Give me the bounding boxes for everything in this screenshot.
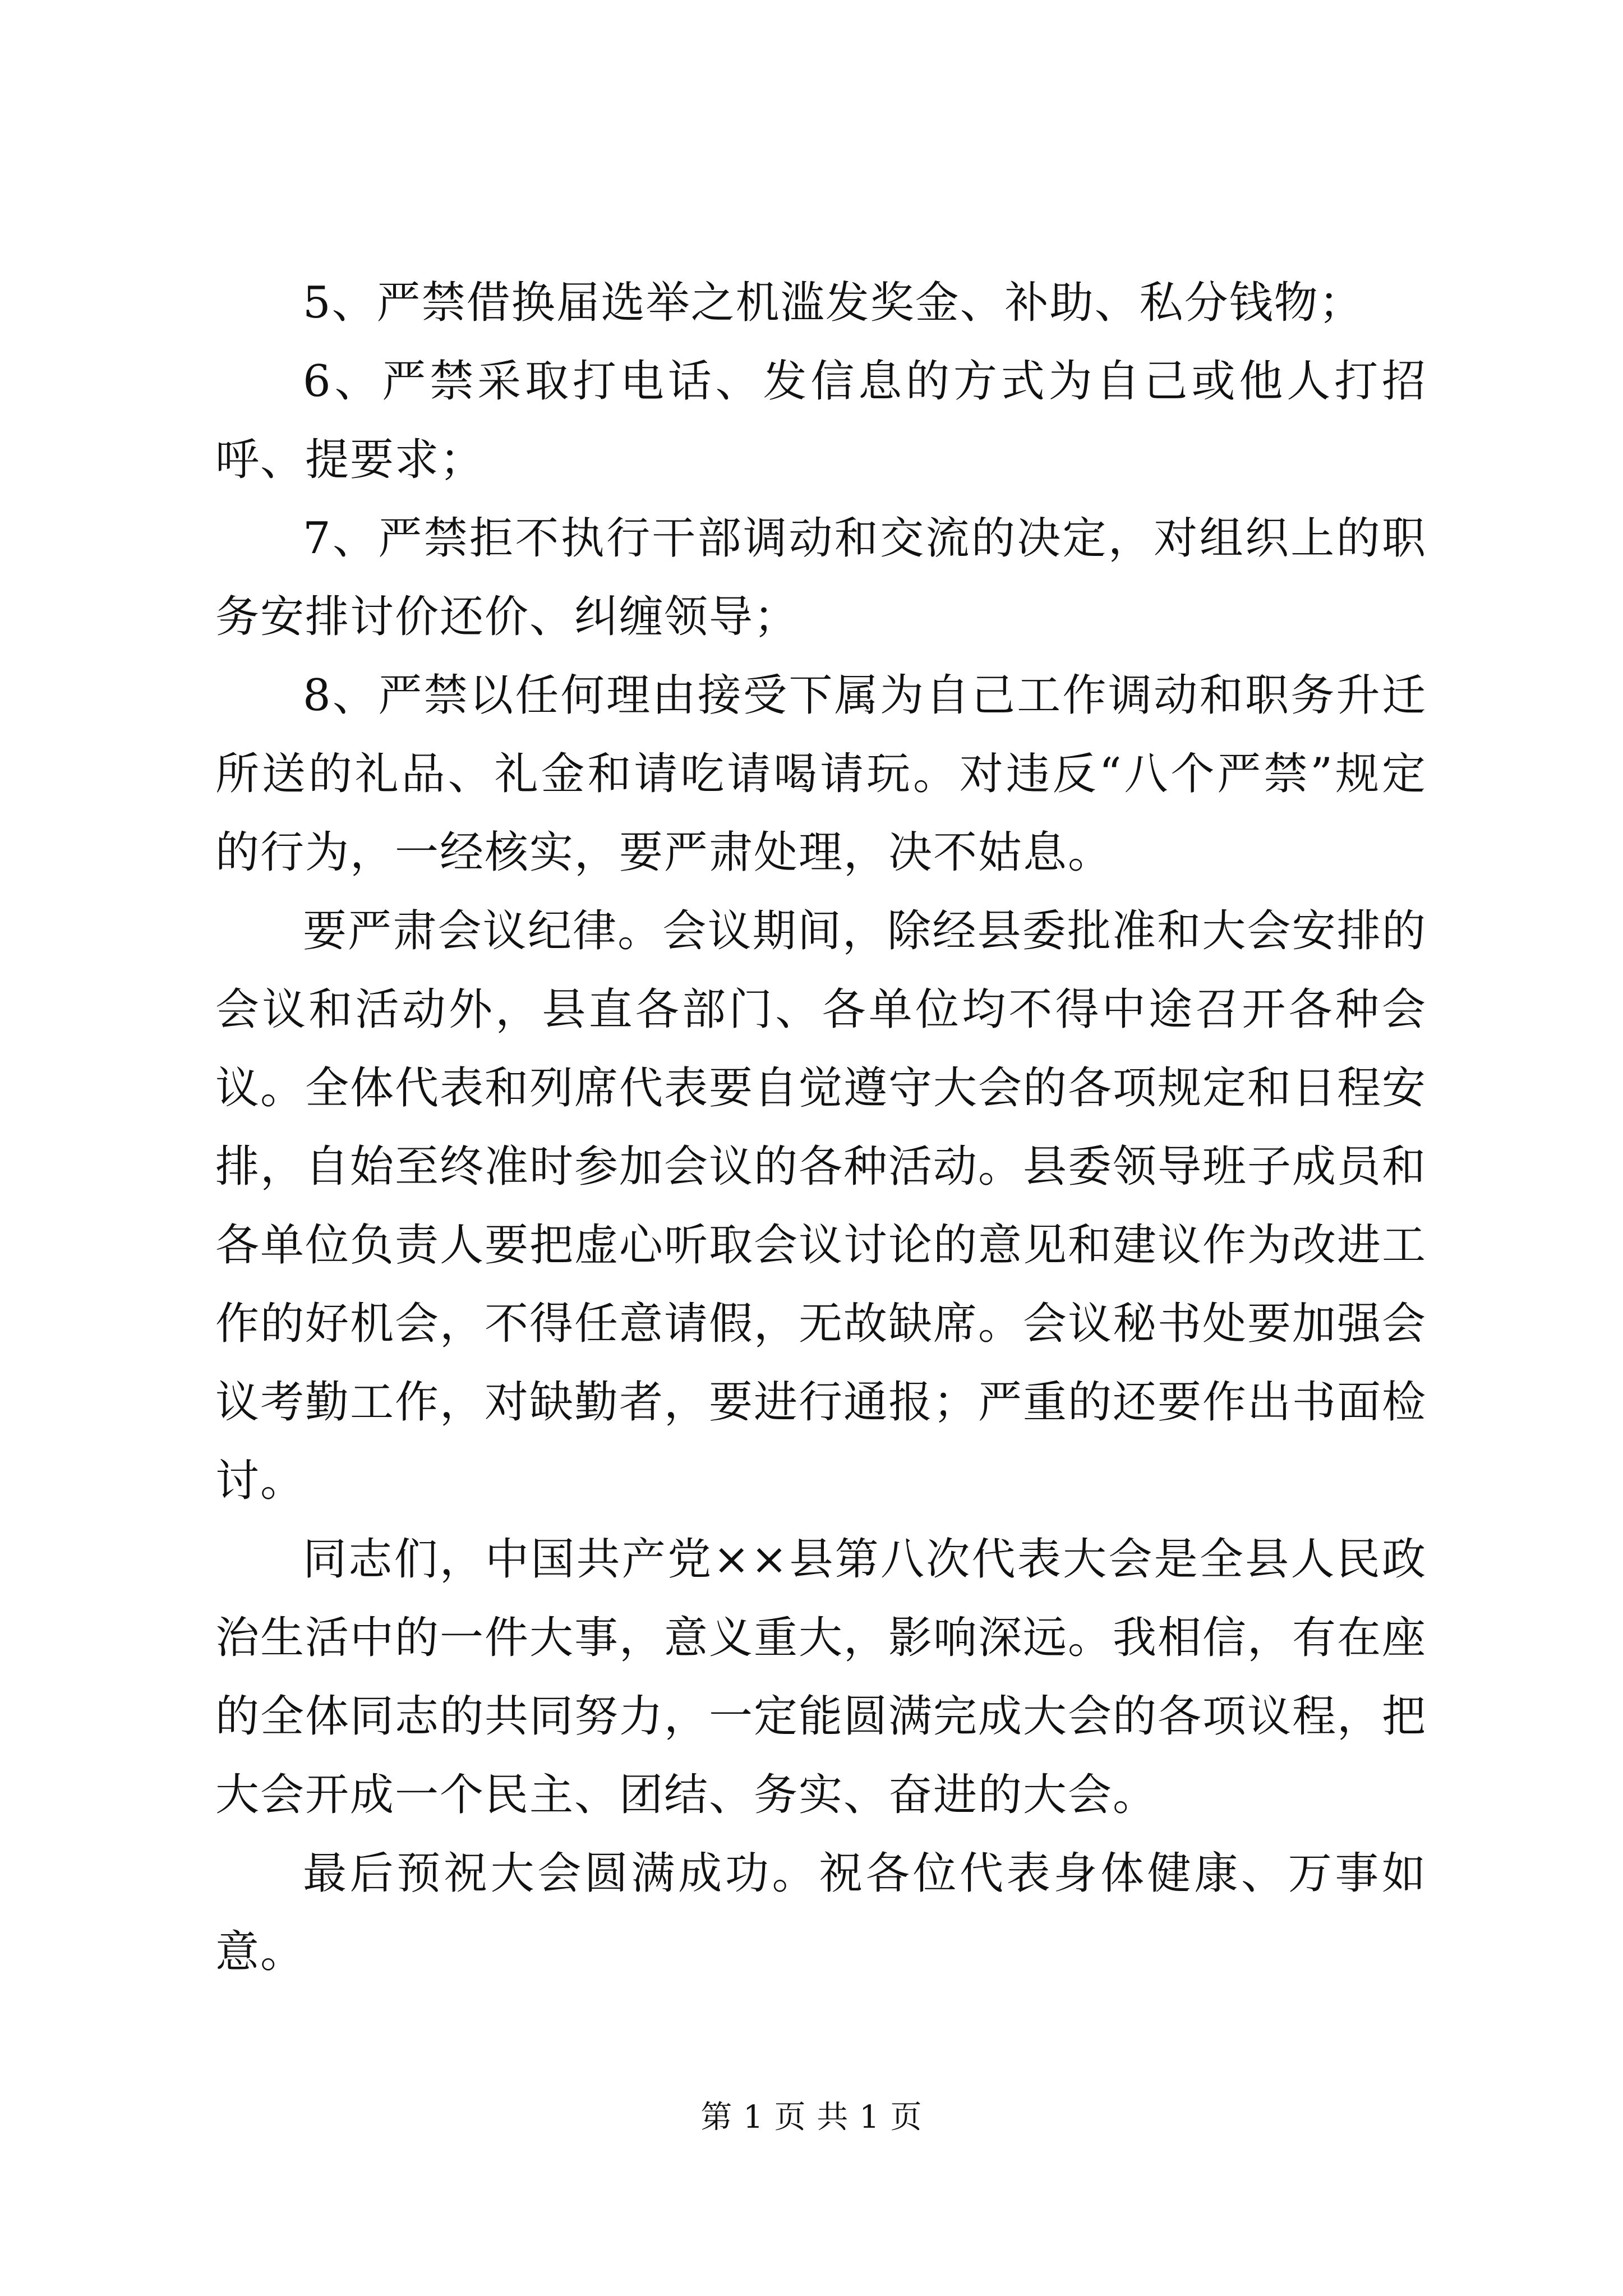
paragraph-meeting-discipline: 要严肃会议纪律。会议期间，除经县委批准和大会安排的会议和活动外，县直各部门、各单位均不得中途召开各种会议。全体代表和列席代表要自觉遵守大会的各项规定和日程安排，自始至终准时参加会议的各种活动。县委领导班子成员和各单位负责人要把虚心听取会议讨论的意见和建议作为改进工作的好机会，不得任意请假，无故缺席。会议秘书处要加强会议考勤工作，对缺勤者，要进行通报；严重的还要作出书面检讨。 [215, 906, 1427, 1506]
page-footer: 第 1 页 共 1 页 [700, 2099, 923, 2136]
document-body [215, 264, 1427, 1991]
paragraph-rule-5: 5、严禁借换届选举之机滥发奖金、补助、私分钱物； [303, 278, 1364, 328]
paragraph-closing-wishes: 最后预祝大会圆满成功。祝各位代表身体健康、万事如意。 [215, 1848, 1427, 1977]
paragraph-rule-7: 7、严禁拒不执行干部调动和交流的决定，对组织上的职务安排讨价还价、纠缠领导； [215, 513, 1427, 642]
paragraph-rule-8: 8、严禁以任何理由接受下属为自己工作调动和职务升迁所送的礼品、礼金和请吃请喝请玩。对违反“八个严禁”规定的行为，一经核实，要严肃处理，决不姑息。 [215, 670, 1427, 878]
paragraph-rule-6: 6、严禁采取打电话、发信息的方式为自己或他人打招呼、提要求； [215, 356, 1427, 485]
paragraph-congress-significance: 同志们，中国共产党××县第八次代表大会是全县人民政治生活中的一件大事，意义重大，影响深远。我相信，有在座的全体同志的共同努力，一定能圆满完成大会的各项议程，把大会开成一个民主、团结、务实、奋进的大会。 [215, 1534, 1427, 1820]
